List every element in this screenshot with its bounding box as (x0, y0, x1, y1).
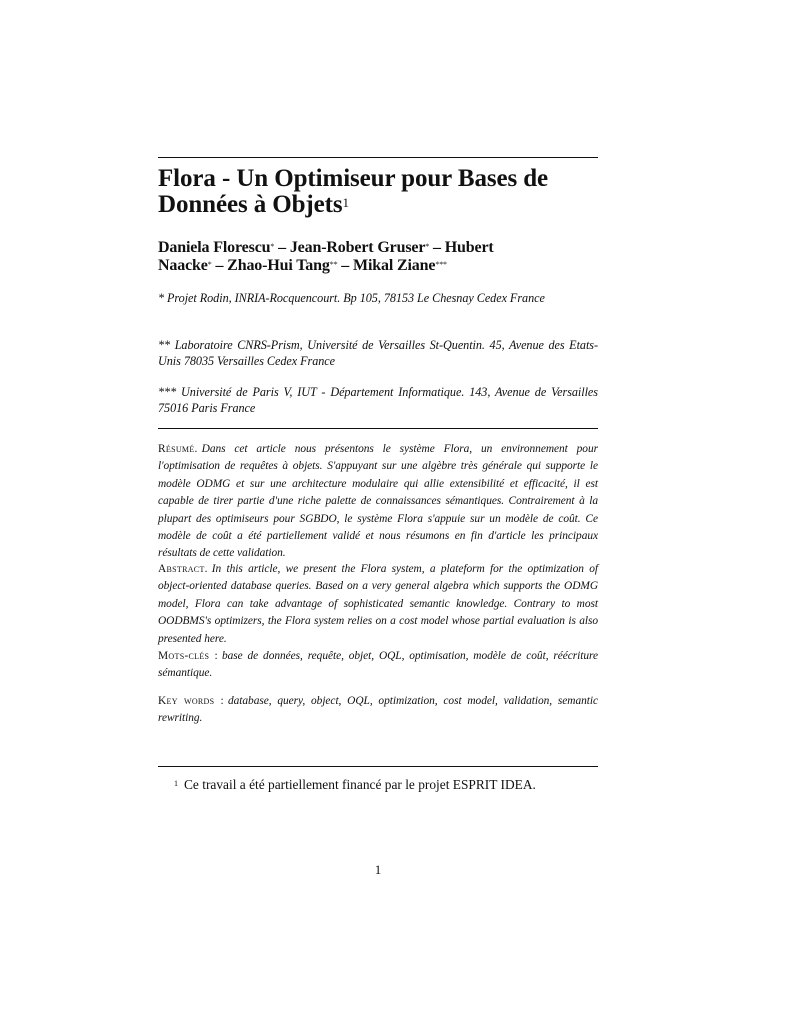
author-list (158, 239, 598, 275)
title-line-2: Données à Objets (158, 191, 343, 218)
author-mark: * (270, 242, 275, 251)
affiliation-2: ** Laboratoire CNRS-Prism, Université de Versailles St-Quentin. 45, Avenue des Etats-Unis 78035 Versailles Cedex France (158, 338, 598, 368)
title-line-1: Flora - Un Optimiseur pour Bases de (158, 165, 549, 192)
keywords-french (158, 648, 598, 683)
author-ziane: – Mikal Ziane (337, 257, 436, 274)
affiliation-1: * Projet Rodin, INRIA-Rocquencourt. Bp 105, 78153 Le Chesnay Cedex France (158, 291, 545, 305)
top-rule (158, 157, 598, 158)
abstract-english (158, 561, 598, 648)
author-mark: ** (329, 260, 338, 269)
abstract-french-text: Dans cet article nous présentons le système Flora, un environnement pour l'optimisation de requêtes à objets. S'appuyant sur une algèbre très générale qui supporte le modèle ODMG et sur une architecture modulaire qui allie extensibilité et efficacité, il est capable de tirer partie d'une riche palette de connaissances sémantiques. Contrairement à la plupart des optimiseurs pour SGBDO, le système Flora s'appuie sur un modèle de coût. Ce modèle de coût a été partiellement validé et nous résumons en fin d'article les principaux résultats de cette validation. (158, 443, 598, 560)
abstract-french (158, 441, 598, 563)
footnote-mark: 1 (174, 779, 178, 788)
keywords-english (158, 693, 598, 728)
author-separator: – Hubert (429, 239, 494, 256)
footnote (174, 776, 598, 794)
author-mark: * (425, 242, 430, 251)
paper-title (158, 166, 598, 218)
author-mark: * (207, 260, 212, 269)
author-gruser: – Jean-Robert Gruser (274, 239, 426, 256)
author-naacke: Naacke (158, 257, 208, 274)
keywords-english-text: database, query, object, OQL, optimization, cost model, validation, semantic rewriting. (158, 695, 598, 725)
footnote-text: Ce travail a été partiellement financé par le projet ESPRIT IDEA. (184, 777, 536, 792)
footnote-rule (158, 766, 598, 767)
page-number: 1 (374, 862, 382, 877)
author-tang: – Zhao-Hui Tang (211, 257, 330, 274)
abstract-english-text: In this article, we present the Flora system, a plateform for the optimization of object-oriented database queries. Based on a very general algebra which supports the ODMG model, Flora can take advantage of sophisticated semantic knowledge. Contrary to most OODBMS's optimizers, the Flora system relies on a cost model whose partial evaluation is also presented here. (158, 563, 598, 645)
keywords-french-label: Mots-clés : (158, 650, 218, 662)
author-florescu: Daniela Florescu (158, 239, 271, 256)
affiliation-3: *** Université de Paris V, IUT - Département Informatique. 143, Avenue de Versailles 75016 Paris France (158, 385, 598, 415)
keywords-english-label: Key words : (158, 695, 224, 707)
title-footnote-mark: 1 (342, 195, 349, 210)
keywords-french-text: base de données, requête, objet, OQL, optimisation, modèle de coût, réécriture sémantique. (158, 650, 598, 680)
author-mark: *** (435, 260, 447, 269)
abstract-french-label: Résumé. (158, 443, 198, 455)
abstract-top-rule (158, 428, 598, 429)
abstract-english-label: Abstract. (158, 563, 208, 575)
